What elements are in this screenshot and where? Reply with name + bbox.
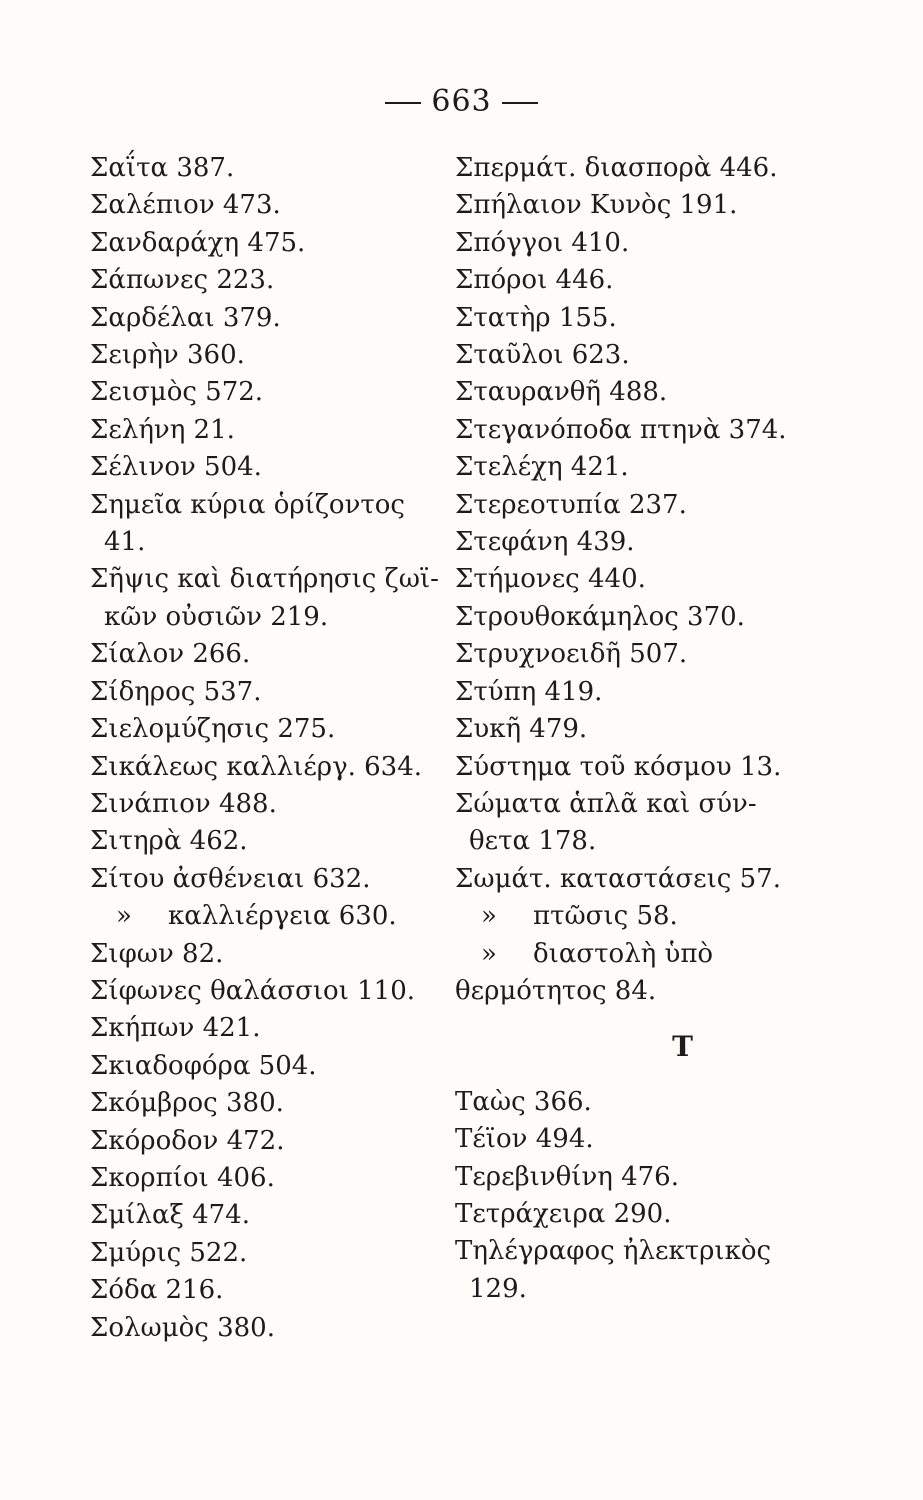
index-entry: Σαλέπιον 473. <box>90 190 281 221</box>
index-entry: Σκήπων 421. <box>90 1013 261 1044</box>
index-entry: Σκιαδοφόρα 504. <box>90 1050 317 1081</box>
index-entry: Σάπωνες 223. <box>90 265 275 296</box>
index-entry: Σικάλεως καλλιέργ. 634. <box>90 751 423 782</box>
index-entry: Σιφων 82. <box>90 938 224 969</box>
index-entry-sepsis-cont: κῶν οὐσιῶν 219. <box>104 601 329 632</box>
index-entry: Στρυχνοειδῆ 507. <box>455 639 688 670</box>
index-entry: Σίφωνες θαλάσσιοι 110. <box>90 975 416 1006</box>
index-entry: Τερεβινθίνη 476. <box>455 1161 679 1192</box>
index-entry: Σκόροδον 472. <box>90 1125 285 1156</box>
index-entry: Σίδηρος 537. <box>90 676 262 707</box>
ditto-text: καλλιέργεια 630. <box>168 901 397 932</box>
index-entry: Σπόγγοι 410. <box>455 227 630 258</box>
index-entry: Σίτου ἀσθένειαι 632. <box>90 863 371 894</box>
index-entry-somata-cont: θετα 178. <box>469 826 597 857</box>
index-entry: Σέλινον 504. <box>90 452 262 483</box>
index-entry: Συκῆ 479. <box>455 714 588 745</box>
index-entry-telegraph: Τηλέγραφος ἠλεκτρικὸς <box>455 1236 772 1267</box>
index-entry: Σταῦλοι 623. <box>455 340 630 371</box>
index-entry: Σαΐτα 387. <box>90 153 235 183</box>
index-entry: Στελέχη 421. <box>455 452 629 483</box>
index-entry: Σολωμὸς 380. <box>90 1312 275 1343</box>
index-entry: Σιελομύζησις 275. <box>90 714 336 745</box>
index-entry: Τετράχειρα 290. <box>455 1198 672 1229</box>
ditto-text: πτῶσις 58. <box>533 901 678 932</box>
index-entry-ditto-cont: θερμότητος 84. <box>455 975 657 1006</box>
index-entry-semeia-cont: 41. <box>104 527 146 558</box>
index-entry: Σπερμάτ. διασπορὰ 446. <box>455 153 778 183</box>
index-entry: Σεισμὸς 572. <box>90 377 264 408</box>
index-entry: Σελήνη 21. <box>90 414 235 445</box>
index-entry: Στερεοτυπία 237. <box>455 489 687 520</box>
ditto-mark: » <box>481 938 497 969</box>
index-entry-semeia: Σημεῖα κύρια ὁρίζοντος <box>90 489 405 520</box>
ditto-mark: » <box>481 901 497 932</box>
index-entry: Σταυρανθῆ 488. <box>455 377 668 408</box>
page-number-dash-left <box>385 102 421 104</box>
ditto-mark: » <box>116 901 132 932</box>
index-entry: Τέϊον 494. <box>455 1124 594 1155</box>
index-column-right <box>455 150 790 1308</box>
index-entry: Σμίλαξ 474. <box>90 1200 250 1231</box>
ditto-text: διαστολὴ ὑπὸ <box>533 938 714 969</box>
index-entry-ditto <box>90 898 420 935</box>
index-entry: Στρουθοκάμηλος 370. <box>455 601 745 632</box>
page-number-dash-right <box>502 102 538 104</box>
index-entry: Σινάπιον 488. <box>90 788 277 819</box>
index-entry: Στήμονες 440. <box>455 564 646 595</box>
index-entry: Στύπη 419. <box>455 676 603 707</box>
index-entry: Σύστημα τοῦ κόσμου 13. <box>455 751 782 782</box>
index-entry: Σπόροι 446. <box>455 265 614 296</box>
page-number-text: 663 <box>431 84 492 119</box>
index-entry: Στατὴρ 155. <box>455 302 617 333</box>
index-column-left <box>90 150 439 1347</box>
index-entry-katastaseis: Σωμάτ. καταστάσεις 57. <box>455 863 781 894</box>
section-letter: Τ <box>672 1030 693 1064</box>
index-entry-ditto <box>455 936 790 973</box>
index-entry: Σμύρις 522. <box>90 1237 248 1268</box>
index-entry: Σκόμβρος 380. <box>90 1088 284 1119</box>
page-number <box>0 84 923 119</box>
index-entry: Σανδαράχη 475. <box>90 227 306 258</box>
index-entry: Στεφάνη 439. <box>455 527 635 558</box>
index-entry: Σιτηρὰ 462. <box>90 826 248 857</box>
index-entry: Ταὼς 366. <box>455 1086 592 1117</box>
index-entry: Σκορπίοι 406. <box>90 1162 275 1193</box>
index-entry: Σαρδέλαι 379. <box>90 302 281 333</box>
index-entry: Σπήλαιον Κυνὸς 191. <box>455 190 738 221</box>
index-entry-somata: Σώματα ἁπλᾶ καὶ σύν- <box>455 788 757 819</box>
index-entry-telegraph-cont: 129. <box>469 1273 527 1304</box>
index-entry-ditto <box>455 898 790 935</box>
index-entry: Σειρὴν 360. <box>90 340 245 371</box>
index-entry: Στεγανόποδα πτηνὰ 374. <box>455 414 787 445</box>
index-entry: Σίαλον 266. <box>90 639 251 670</box>
index-entry: Σόδα 216. <box>90 1275 224 1306</box>
index-entry-sepsis: Σῆψις καὶ διατήρησις ζωϊ- <box>90 564 439 595</box>
